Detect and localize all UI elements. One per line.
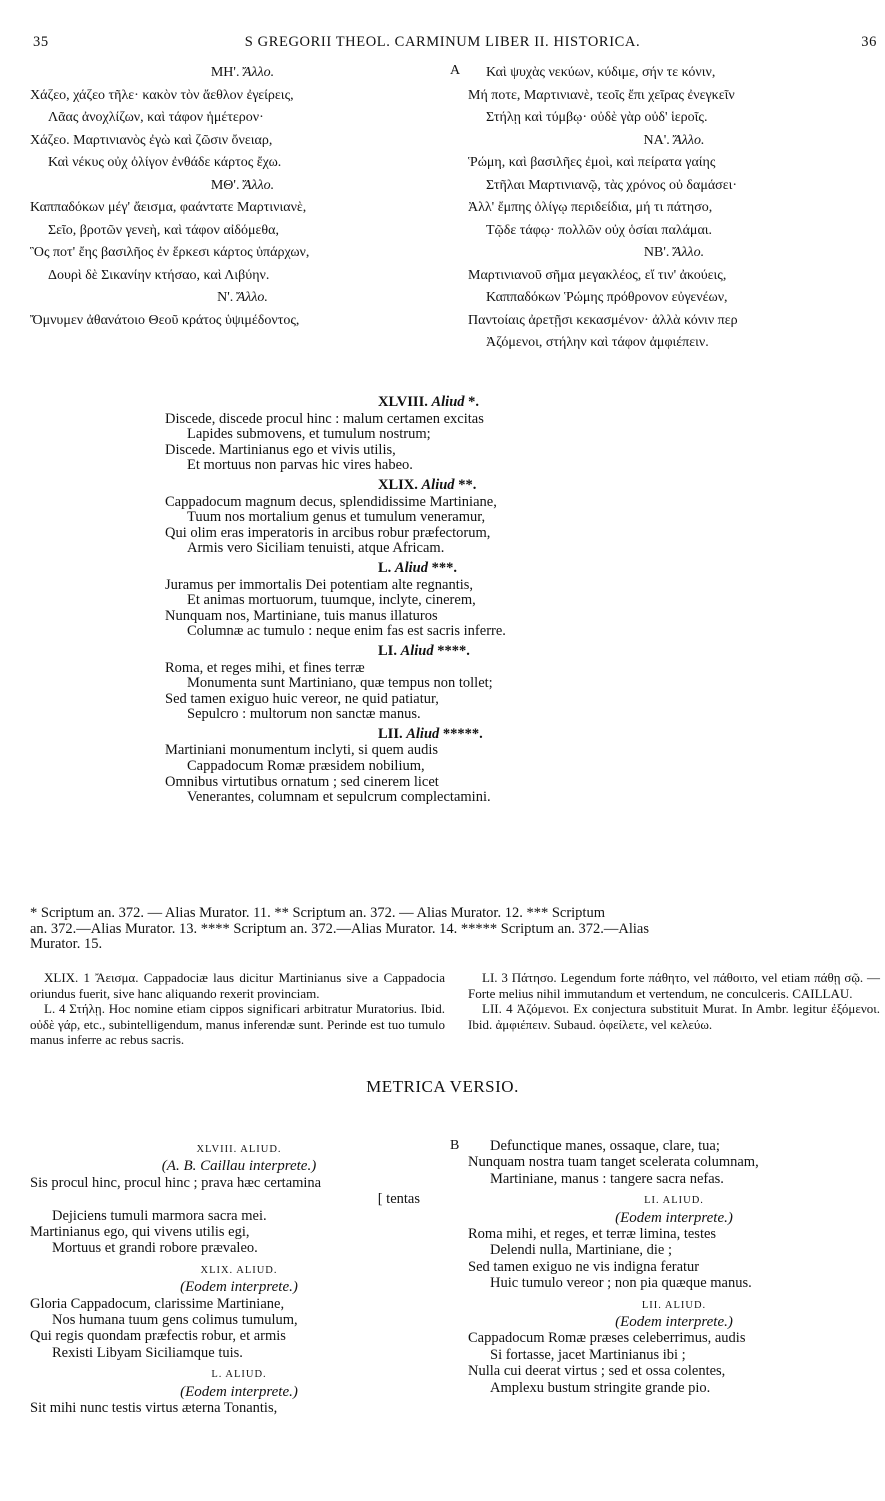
margin-letter-b: B: [450, 1138, 460, 1153]
verse-line: Monumenta sunt Martiniano, quæ tempus non tollet;: [187, 675, 493, 692]
verse-line: Χάζεο, χάζεο τῆλε· κακὸν τὸν ἄεθλον ἐγείρεις,: [30, 87, 294, 103]
verse-line: Tuum nos mortalium genus et tumulum veneramur,: [187, 509, 486, 526]
versio-column-left: [30, 1136, 448, 1417]
interpreter-note: (Eodem interprete.): [615, 1209, 733, 1226]
footnote-line: an. 372.—Alias Murator. 13. **** Scriptum an. 372.—Alias Murator. 14. ***** Scriptum an. 372.—Alias: [30, 920, 650, 937]
verse-line: Sis procul hinc, procul hinc ; prava hæc certamina: [30, 1174, 322, 1191]
margin-letter-a: A: [450, 63, 461, 78]
verse-line: Στῆλαι Μαρτινιανῷ, τὰς χρόνος οὐ δαμάσει·: [486, 177, 738, 193]
note-paragraph: LI. 3 Πάτησο. Legendum forte πάθητο, vel πάθοιτο, vel etiam πάθῃ σῷ. — Forte melius nihil immutandum et vertendum, ne conculceris. CAILLAU.: [468, 970, 880, 1001]
poem-heading: [30, 287, 455, 310]
poem-number: ΜΗ'.: [210, 65, 240, 80]
verse-line: Nos humana tuum gens colimus tumulum,: [52, 1312, 298, 1329]
poem-number: Ν'.: [217, 290, 234, 305]
verse-line: Si fortasse, jacet Martinianus ibi ;: [490, 1346, 686, 1363]
verse-line: Venerantes, columnam et sepulcrum complectamini.: [187, 789, 491, 806]
verse-line: Στήλῃ καὶ τύμβῳ· οὐδὲ γὰρ οὐδ' ἱεροῖς.: [486, 110, 708, 125]
verse-line: Omnibus virtutibus ornatum ; sed cinerem licet: [165, 773, 439, 790]
greek-column-left: [30, 62, 455, 332]
footnote-mark: *****.: [439, 725, 483, 742]
poem-label: Ἄλλο.: [242, 65, 275, 80]
poem-heading: [468, 242, 880, 265]
versio-heading: L. ALIUD.: [211, 1369, 267, 1381]
poem-number: XLIX.: [378, 476, 418, 493]
poem-number: L.: [378, 559, 392, 576]
verse-line: Μαρτινιανοῦ σῆμα μεγακλέος, εἴ τιν' ἀκούεις,: [468, 267, 727, 283]
verse-line: Ἀζόμενοι, στήλην καὶ τάφον ἀμφιέπειν.: [486, 335, 709, 350]
versio-heading: LII. ALIUD.: [641, 1299, 707, 1311]
verse-line: Σεῖο, βροτῶν γενεὴ, καὶ τάφον αἰδόμεθα,: [48, 222, 279, 238]
verse-line: Juramus per immortalis Dei potentiam alte regnantis,: [165, 576, 474, 593]
poem-label: Aliud: [421, 476, 455, 493]
interpreter-note: (Eodem interprete.): [180, 1279, 298, 1296]
poem-label: Aliud: [431, 394, 465, 410]
verse-line: Et animas mortuorum, tuumque, inclyte, cinerem,: [187, 592, 476, 609]
poem-heading: [165, 644, 865, 660]
verse-line: Armis vero Siciliam tenuisti, atque Africam.: [187, 540, 445, 557]
poem-heading: [165, 478, 865, 494]
verse-line: Ὄμνυμεν ἀθανάτοιο Θεοῦ κράτος ὑψιμέδοντος,: [30, 312, 300, 328]
metrica-versio-heading: METRICA VERSIO.: [366, 1077, 519, 1096]
running-header: [0, 34, 885, 56]
poem-heading: [165, 561, 865, 577]
verse-line: Nunquam nos, Martiniane, tuis manus illaturos: [165, 607, 438, 624]
verse-line: Defunctique manes, ossaque, clare, tua;: [490, 1138, 720, 1154]
verse-line: Martinianus ego, qui vivens utilis egi,: [30, 1224, 250, 1241]
poem-label: Ἄλλο.: [242, 177, 275, 193]
poem-number: ΜΘ'.: [210, 177, 240, 193]
poem-number: XLVIII.: [378, 394, 428, 410]
interpreter-note: (A. B. Caillau interprete.): [161, 1158, 317, 1175]
verse-line: Παντοίαις ἀρετῇσι κεκασμένον· ἀλλὰ κόνιν περ: [468, 312, 738, 328]
verse-line: Nunquam nostra tuam tanget scelerata columnam,: [468, 1154, 759, 1171]
verse-line: Columnæ ac tumulo : neque enim fas est sacris inferre.: [187, 623, 506, 640]
poem-label: Ἄλλο.: [673, 132, 705, 148]
verse-line: Ἀλλ' ἔμπης ὀλίγῳ περιδείδια, μή τι πάτησο,: [468, 200, 713, 215]
poem-heading: [165, 727, 865, 743]
notes-column-left: [30, 970, 445, 1048]
verse-line: Sepulcro : multorum non sanctæ manus.: [187, 706, 421, 723]
verse-line: Lapides submovens, et tumulum nostrum;: [187, 426, 431, 443]
verse-line: Sed tamen exiguo huic vereor, ne quid patiatur,: [165, 690, 439, 707]
versio-heading: XLVIII. ALIUD.: [196, 1144, 282, 1155]
versio-heading: XLIX. ALIUD.: [200, 1264, 278, 1276]
greek-column-right: [468, 62, 880, 355]
verse-line: Καὶ νέκυς οὐχ ὀλίγον ἐνθάδε κάρτος ἔχω.: [48, 155, 282, 170]
running-title: S GREGORII THEOL. CARMINUM LIBER II. HISTORICA.: [244, 34, 641, 50]
verse-line: Cappadocum magnum decus, splendidissime Martiniane,: [165, 493, 497, 510]
note-paragraph: L. 4 Στήλῃ. Hoc nomine etiam cippos significari arbitratur Muratorius. Ibid. οὐδὲ γάρ, etc., subintelligendum, manus inferendæ sunt. Perinde est tuo tumulo manus inferre ac rebus sacris.: [30, 1001, 445, 1048]
verse-line: Amplexu bustum stringite grande pio.: [490, 1379, 711, 1396]
poem-label: Ἄλλο.: [236, 290, 268, 305]
verse-line: Ὃς ποτ' ἔης βασιλῆος ἐν ἕρκεσι κάρτος ὑπάρχων,: [30, 245, 310, 260]
verse-line: Discede, discede procul hinc : malum certamen excitas: [165, 410, 484, 427]
footnote-mark: ****.: [433, 642, 470, 659]
verse-line: Et mortuus non parvas hic vires habeo.: [187, 457, 413, 474]
page-number-left: 35: [33, 34, 49, 50]
note-paragraph: LII. 4 Ἀζόμενοι. Ex conjectura substituit Murat. In Ambr. legitur ἐξόμενοι. Ibid. ἀμφιέπειν. Subaud. ὀφείλετε, vel κελεύω.: [468, 1001, 880, 1032]
page-number-right: 36: [861, 34, 877, 50]
verse-line: Gloria Cappadocum, clarissime Martiniane,: [30, 1295, 285, 1312]
verse-line: Μή ποτε, Μαρτινιανὲ, τεοῖς ἔπι χεῖρας ἐνεγκεῖν: [468, 87, 735, 103]
poem-label: Ἄλλο.: [672, 245, 705, 260]
poem-number: LII.: [378, 725, 403, 742]
versio-heading: LI. ALIUD.: [644, 1195, 704, 1207]
poem-heading: [468, 130, 880, 153]
verse-continuation: [ tentas: [377, 1191, 420, 1208]
verse-line: Λᾶας ἀνοχλίζων, καὶ τάφον ἡμέτερον·: [48, 110, 264, 125]
verse-line: Delendi nulla, Martiniane, die ;: [490, 1242, 673, 1259]
verse-line: Καππαδόκων μέγ' ἄεισμα, φαάντατε Μαρτινιανὲ,: [30, 200, 307, 215]
verse-line: Rexisti Libyam Siciliamque tuis.: [52, 1344, 243, 1361]
verse-line: Sit mihi nunc testis virtus æterna Tonantis,: [30, 1400, 278, 1417]
verse-line: Roma mihi, et reges, et terræ limina, testes: [468, 1226, 717, 1243]
interpreter-note: (Eodem interprete.): [180, 1383, 298, 1400]
footnote-mark: **.: [454, 476, 477, 493]
verse-line: Roma, et reges mihi, et fines terræ: [165, 659, 365, 676]
footnote-mark: ***.: [427, 559, 457, 576]
poem-heading: [165, 395, 865, 411]
verse-line: Ῥώμη, καὶ βασιλῆες ἐμοὶ, καὶ πείρατα γαίης: [468, 155, 716, 170]
poem-label: Aliud: [394, 559, 428, 576]
verse-line: Sed tamen exiguo ne vis indigna feratur: [468, 1258, 700, 1275]
poem-heading: [30, 62, 455, 85]
verse-line: Dejiciens tumuli marmora sacra mei.: [52, 1207, 267, 1224]
footnotes-main: [30, 906, 880, 953]
note-paragraph: XLIX. 1 Ἄεισμα. Cappadociæ laus dicitur Martinianus sive a Cappadocia oriundus fuerit, sive hanc aliquando rexerit provinciam.: [30, 970, 445, 1001]
verse-line: Χάζεο. Μαρτινιανὸς ἐγὼ καὶ ζῶσιν ὄνειαρ,: [30, 132, 273, 148]
interpreter-note: (Eodem interprete.): [615, 1314, 733, 1331]
footnote-mark: *.: [464, 394, 480, 410]
verse-line: Τῷδε τάφῳ· πολλῶν οὐχ ὁσίαι παλάμαι.: [486, 222, 713, 238]
verse-line: Huic tumulo vereor ; non pia quæque manus.: [490, 1275, 752, 1292]
poem-number: LI.: [378, 642, 397, 659]
poem-number: ΝΒ'.: [643, 245, 670, 260]
verse-line: Nulla cui deerat virtus ; sed et ossa colentes,: [468, 1363, 726, 1380]
verse-line: Qui olim eras imperatoris in arcibus robur præfectorum,: [165, 524, 491, 541]
verse-line: Martiniane, manus : tangere sacra nefas.: [490, 1170, 724, 1187]
footnote-line: * Scriptum an. 372. — Alias Murator. 11. ** Scriptum an. 372. — Alias Murator. 12. *** Scriptum: [30, 905, 605, 921]
notes-column-right: [468, 970, 880, 1032]
verse-line: Καὶ ψυχὰς νεκύων, κύδιμε, σήν τε κόνιν,: [486, 65, 716, 80]
latin-translation: [165, 391, 865, 806]
verse-line: Cappadocum Romæ præsidem nobilium,: [187, 758, 425, 775]
verse-line: Martiniani monumentum inclyti, si quem audis: [165, 742, 439, 759]
verse-line: Discede. Martinianus ego et vivis utilis,: [165, 441, 396, 458]
verse-line: Mortuus et grandi robore prævaleo.: [52, 1240, 258, 1257]
poem-number: ΝΑ'.: [643, 132, 670, 148]
poem-label: Aliud: [400, 642, 434, 659]
versio-column-right: [468, 1138, 880, 1396]
footnote-line: Murator. 15.: [30, 936, 103, 952]
poem-label: Aliud: [406, 725, 440, 742]
verse-line: Cappadocum Romæ præses celeberrimus, audis: [468, 1330, 746, 1347]
verse-line: Καππαδόκων Ῥώμης πρόθρονον εὐγενέων,: [486, 290, 728, 305]
verse-line: Qui regis quondam præfectis robur, et armis: [30, 1328, 286, 1345]
verse-line: Δουρὶ δὲ Σικανίην κτήσαο, καὶ Λιβύην.: [48, 267, 270, 283]
poem-heading: [30, 175, 455, 198]
